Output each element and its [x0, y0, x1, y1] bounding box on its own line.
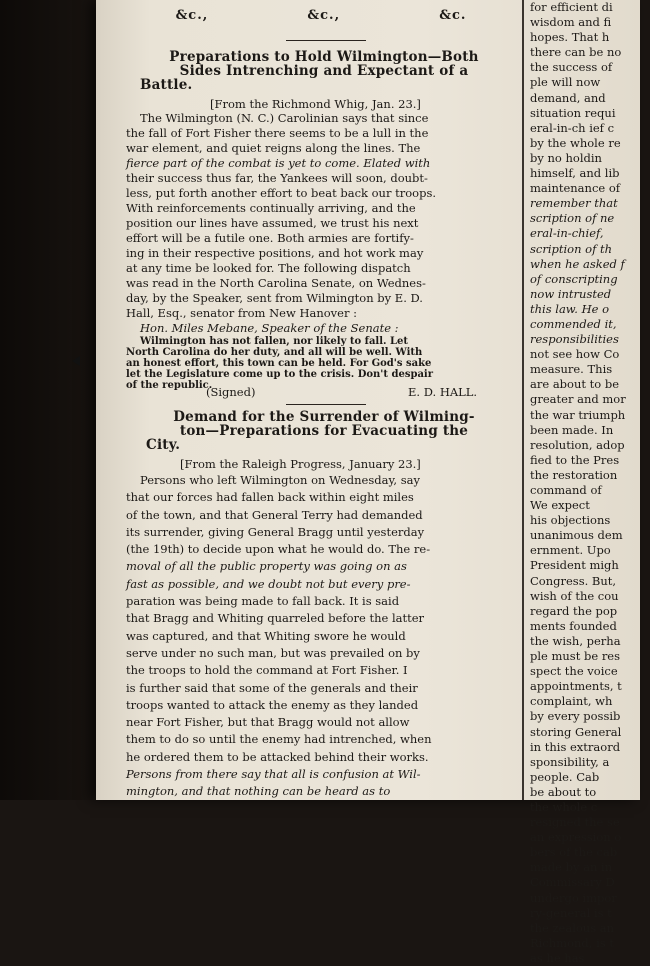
right-column-line: ments founded — [530, 618, 617, 633]
right-column-line: fied to the Pres — [530, 452, 620, 467]
body-line: its surrender, giving General Bragg until yesterday — [126, 524, 425, 539]
right-column-line: We expect — [530, 498, 590, 513]
right-column-line: ple will now — [530, 75, 601, 90]
right-column-line: people. Cab — [530, 769, 600, 784]
dispatch-text — [126, 336, 516, 391]
right-column-line: the success of — [530, 60, 613, 75]
body-line: them to do so until the enemy had intrenched, when — [126, 732, 432, 747]
right-column-line: scription of ne — [530, 211, 615, 226]
etc-marks — [126, 8, 516, 23]
body-line: day, by the Speaker, sent from Wilmington by E. D. — [126, 291, 423, 305]
right-column-line: there can be no — [530, 45, 622, 60]
right-column-line: hopes. That h — [530, 30, 610, 45]
headline-line: City. — [146, 437, 181, 453]
right-column-line: been made. In — [530, 422, 614, 437]
body-line: paration was being made to fall back. It is said — [126, 594, 400, 609]
body-line: Persons from there say that all is confusion at Wil- — [126, 767, 421, 782]
body-line: troops wanted to attack the enemy as they landed — [126, 697, 419, 712]
right-column-line: unanimous dem — [530, 528, 623, 543]
body-line: near Fort Fisher, but that Bragg would not allow — [126, 715, 410, 730]
right-column-line: complaint, wh — [530, 694, 613, 709]
body-line: effort will be a futile one. Both armies are fortify- — [126, 231, 414, 245]
etc-mark: &c. — [439, 8, 467, 23]
right-column-line: the wish, perha — [530, 633, 621, 648]
right-column — [530, 0, 650, 965]
right-column-line: as he has — [530, 950, 585, 965]
right-column-line: the whole c — [530, 799, 598, 814]
headline-line: Sides Intrenching and Expectant of a — [179, 63, 469, 79]
right-column-line: Congress. But, — [530, 573, 617, 588]
right-column-line: storing General — [530, 724, 622, 739]
dispatch-address: Hon. Miles Mebane, Speaker of the Senate : — [140, 321, 399, 335]
right-column-line: in this extraord — [530, 739, 621, 754]
right-column-line: when he asked f — [530, 256, 625, 271]
body-line: mington, and that nothing can be heard as to — [126, 784, 391, 799]
body-line: was captured, and that Whiting swore he would — [126, 628, 406, 643]
body-line: Persons who left Wilmington on Wednesday, say — [140, 473, 420, 487]
right-column-line: ple must be res — [530, 649, 621, 664]
body-line: fast as possible, and we doubt not but every pre- — [126, 576, 411, 591]
right-column-line: wisdom and fi — [530, 15, 612, 30]
article2-headline — [132, 410, 516, 452]
right-column-line: resigned the se — [530, 815, 620, 830]
right-column-line: be about to — [530, 784, 597, 799]
right-column-line: are about to be — [530, 377, 620, 392]
right-column-line: situation requi — [530, 105, 616, 120]
right-column-line: ry-general is t — [530, 905, 612, 920]
right-column-line: himself, and lib — [530, 166, 620, 181]
right-column-line: not see how Co — [530, 347, 620, 362]
column-rule — [522, 0, 524, 800]
right-column-line: President migh — [530, 558, 619, 573]
dispatch-line: North Carolina do her duty, and all will be well. With — [126, 347, 423, 358]
right-column-line: eral-in-chief, — [530, 226, 604, 241]
article-rule — [286, 404, 366, 405]
article2-body — [126, 472, 516, 801]
right-column-line: command of — [530, 483, 602, 497]
right-column-line: by every possib — [530, 709, 621, 724]
right-column-line: remember that — [530, 196, 618, 211]
right-column-line: for efficient di — [530, 0, 613, 14]
article1-body — [126, 111, 516, 336]
body-line: was read in the North Carolina Senate, on Wednes- — [126, 276, 426, 290]
right-column-line: greater and mor — [530, 392, 626, 407]
right-column-line: ernment. Upo — [530, 543, 611, 558]
right-column-line: the zealous an — [530, 920, 615, 935]
dispatch-line: let the Legislature come up to the crisis. Don't despair — [126, 369, 433, 380]
page-edge-marker-icon — [72, 356, 80, 366]
right-column-line: scription of th — [530, 241, 613, 256]
right-column-line: responsibilities — [530, 332, 619, 347]
right-column-line: appointments, t — [530, 679, 622, 694]
right-column-line: by no holdin — [530, 150, 602, 165]
main-column — [126, 0, 516, 800]
body-line: Hall, Esq., senator from New Hanover : — [126, 306, 357, 320]
right-column-line: regard the pop — [530, 603, 618, 618]
right-column-line: eral-in-ch ief c — [530, 120, 615, 135]
headline-line: Battle. — [140, 77, 193, 93]
body-line: the troops to hold the command at Fort Fisher. I — [126, 663, 408, 678]
right-column-line: Richmond, is t — [530, 935, 614, 950]
right-column-line: an expression o — [530, 830, 622, 845]
right-column-line: demand, and — [530, 90, 606, 105]
right-column-line: now intrusted — [530, 286, 612, 301]
body-line: (the 19th) to decide upon what he would do. The re- — [126, 542, 431, 557]
headline-line: Preparations to Hold Wilmington—Both — [169, 49, 479, 65]
right-column-line: by the whole re — [530, 135, 621, 150]
right-column-line: bers of the cab — [530, 845, 618, 860]
right-column-line: commended it, — [530, 316, 617, 331]
body-line: he ordered them to be attacked behind their works. — [126, 749, 429, 764]
headline-line: ton—Preparations for Evacuating the — [179, 423, 469, 439]
right-column-line: resolution, adop — [530, 437, 625, 452]
right-column-line: this law. He o — [530, 301, 610, 316]
right-column-line: measure. This — [530, 362, 613, 377]
dispatch-line: Wilmington has not fallen, nor likely to fall. Let — [140, 336, 409, 347]
body-line: that Bragg and Whiting quarreled before the latter — [126, 611, 425, 626]
body-line: war element, and quiet reigns along the lines. The — [126, 141, 421, 155]
body-line: moval of all the public property was going on as — [126, 559, 407, 574]
body-line: is further said that some of the generals and their — [126, 680, 418, 695]
body-line: of the town, and that General Terry had demanded — [126, 507, 423, 522]
etc-mark: &c., — [307, 8, 341, 23]
right-column-line: undergo impor — [530, 890, 617, 905]
body-line: less, put forth another effort to beat back our troops. — [126, 186, 437, 200]
right-column-line: Commissary D — [530, 875, 615, 890]
body-line: that our forces had fallen back within eight miles — [126, 490, 414, 505]
dispatch-line: an honest effort, this town can be held. For God's sake — [126, 358, 432, 369]
body-line: ing in their respective positions, and hot work may — [126, 246, 424, 260]
body-line: The Wilmington (N. C.) Carolinian says that since — [140, 111, 429, 125]
body-line: their success thus far, the Yankees will soon, doubt- — [126, 171, 428, 185]
article2-source: [From the Raleigh Progress, January 23.] — [180, 457, 421, 471]
newspaper-page — [96, 0, 640, 965]
article1-source: [From the Richmond Whig, Jan. 23.] — [210, 97, 421, 111]
section-rule — [286, 40, 366, 41]
right-column-line: sponsibility, a — [530, 754, 610, 769]
body-line: at any time be looked for. The following dispatch — [126, 261, 411, 275]
body-line: With reinforcements continually arriving, and the — [126, 201, 416, 215]
right-column-line: spect the voice — [530, 664, 618, 679]
body-line: position our lines have assumed, we trust his next — [126, 216, 419, 230]
right-column-line: made by an in — [530, 860, 613, 875]
right-column-line: the war triumph — [530, 407, 626, 422]
right-column-line: maintenance of — [530, 181, 621, 196]
right-column-line: his objections — [530, 513, 611, 528]
etc-mark: &c., — [175, 8, 209, 23]
headline-line: Demand for the Surrender of Wilming- — [173, 409, 475, 425]
signed-label: (Signed) — [206, 385, 256, 399]
article1-headline — [132, 50, 516, 92]
signer-name: E. D. HALL. — [408, 385, 478, 399]
body-line: fierce part of the combat is yet to come. Elated with — [126, 156, 431, 170]
right-column-line: the restoration — [530, 467, 618, 482]
body-line: the fall of Fort Fisher there seems to be a lull in the — [126, 126, 429, 140]
dispatch-line: of the republic. — [126, 380, 213, 391]
body-line: serve under no such man, but was prevailed on by — [126, 645, 420, 660]
right-column-line: wish of the cou — [530, 588, 619, 603]
right-column-line: of conscripting — [530, 271, 618, 286]
